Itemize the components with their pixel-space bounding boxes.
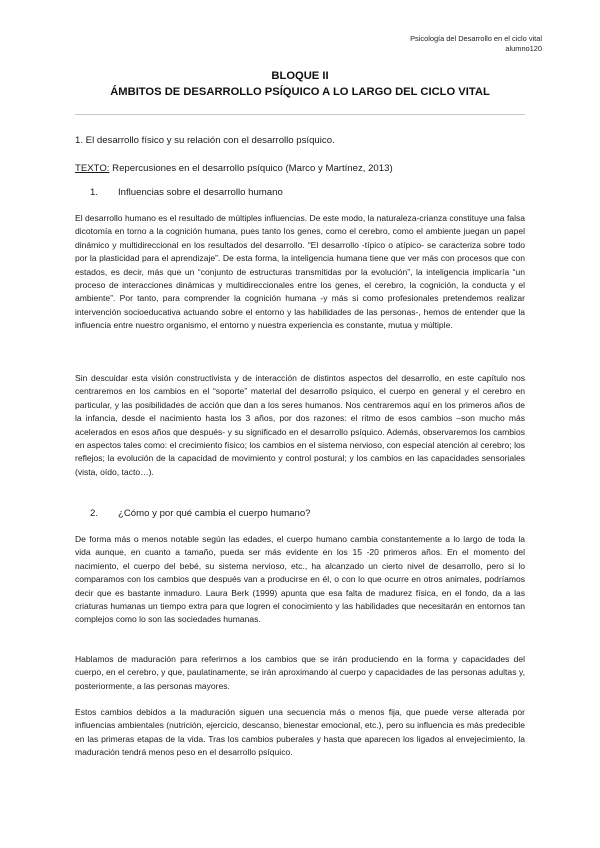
text-reference xyxy=(75,163,393,174)
page-header xyxy=(410,34,542,54)
paragraph-5: Estos cambios debidos a la maduración siguen una secuencia más o menos fija, que puede verse alterada por influencias ambientales (nutrición, ejercicio, descanso, bienestar emocional, etc.), pero su influencia es más predecible en las primeras etapas de la vida. Tras los cambios puberales y hasta que aparecen los ligados al envejecimiento, la maduración tendrá menos peso en el desarrollo psíquico. xyxy=(75,707,525,758)
paragraph-3: De forma más o menos notable según las edades, el cuerpo humano cambia constantemente a lo largo de toda la vida aunque, en cuanto a tamaño, pueda ser más evidente en los 15 -20 primeros años. En el momento del nacimiento, el cuerpo del bebé, su sistema nervioso, etc., ha alcanzado un cierto nivel de desarrollo, pero si lo comparamos con los cambios que después van a producirse en él, o con lo que ocurre en otros animales, podríamos decir que es bastante inmaduro. Laura Berk (1999) apunta que esa falta de madurez física, en el fondo, da a las criaturas humanas un tiempo extra para que logren el conocimiento y las habilidades que necesitarán en entornos tan complejos como lo son las sociedades humanas. xyxy=(75,534,525,625)
subheading-1 xyxy=(90,187,283,198)
section-heading: 1. El desarrollo físico y su relación con el desarrollo psíquico. xyxy=(75,135,335,146)
title-divider xyxy=(75,114,525,115)
subheading-text: ¿Cómo y por qué cambia el cuerpo humano? xyxy=(118,508,311,519)
subheading-number: 2. xyxy=(90,508,99,519)
text-label: TEXTO: xyxy=(75,163,110,174)
paragraph-1: El desarrollo humano es el resultado de múltiples influencias. De este modo, la naturaleza-crianza constituye una falsa dicotomía en torno a la cognición humana, pues tanto los genes, como el cerebro, como el ambiente juegan un papel dinámico y multidireccional en los resultados del desarrollo. “El desarrollo -típico o atípico- se caracteriza sobre todo por la plasticidad para el aprendizaje”. De esta forma, la inteligencia humana tiene que ver más con procesos que con estados, es decir, más que un “conjunto de estructuras transmitidas por la evolución”, la inteligencia implicaría “un proceso de interacciones dinámicas y multidireccionales entre los genes, el cerebro, la cognición, la conducta y el ambiente”. Por tanto, para comprender la cognición humana -y más si como profesionales pretendemos realizar intervención socioeducativa actuando sobre el entorno y las habilidades de las personas-, hemos de entender que la influencia entre nuestro organismo, el entorno y nuestra experiencia es constante, mutua y múltiple. xyxy=(75,213,525,331)
header-user: alumno120 xyxy=(505,44,542,53)
subheading-2 xyxy=(90,508,311,519)
text-reference-title: Repercusiones en el desarrollo psíquico (Marco y Martínez, 2013) xyxy=(109,163,393,174)
subheading-text: Influencias sobre el desarrollo humano xyxy=(118,187,283,198)
subheading-number: 1. xyxy=(90,187,99,198)
block-title: BLOQUE II xyxy=(271,70,329,82)
paragraph-2: Sin descuidar esta visión constructivista y de interacción de distintos aspectos del desarrollo, en este capítulo nos centraremos en los cambios en el “soporte” material del desarrollo psíquico, el cuerpo en general y el cerebro en particular, y las posibilidades de acción que dan a los seres humanos. Nos centraremos aquí en los primeros años de la infancia, desde el nacimiento hasta los 3 años, por dos razones: el ritmo de esos cambios –son mucho más acelerados en esos años que después- y su significado en el desarrollo psíquico. Además, observaremos los cambios en aspectos tales como: el crecimiento físico; los cambios en el sistema nervioso, con especial atención al cerebro; los reflejos; la evolución de la capacidad de movimiento y control postural; y los cambios en las capacidades sensoriales (vista, oído, tacto…). xyxy=(75,373,525,477)
paragraph-4: Hablamos de maduración para referirnos a los cambios que se irán produciendo en la forma y capacidades del cuerpo, en el cerebro, y que, paulatinamente, se irán aproximando al cuerpo y capacidades de las personas adultas y, posteriormente, a las personas mayores. xyxy=(75,654,525,691)
block-subtitle: ÁMBITOS DE DESARROLLO PSÍQUICO A LO LARGO DEL CICLO VITAL xyxy=(110,86,490,98)
header-course: Psicología del Desarrollo en el ciclo vital xyxy=(410,34,542,43)
